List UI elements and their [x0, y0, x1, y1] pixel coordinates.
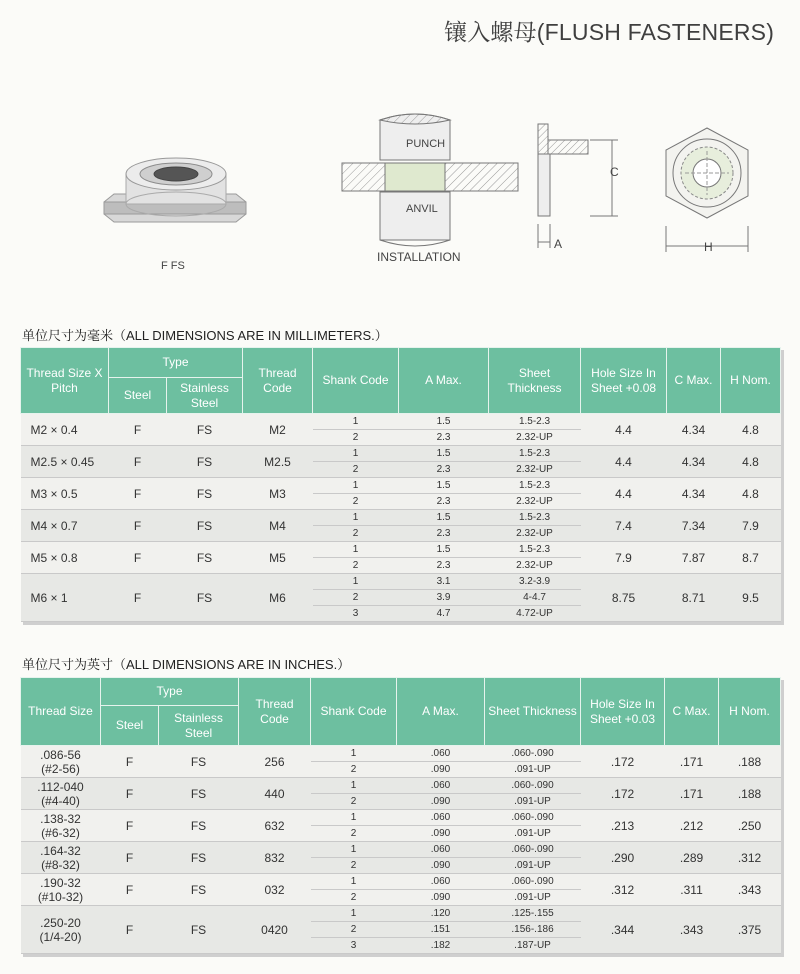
- header-thread-size: Thread Size X Pitch: [21, 348, 109, 414]
- header-c-max: C Max.: [667, 348, 721, 414]
- sheet-thickness-cell: 2.32-UP: [489, 558, 581, 574]
- header-steel: Steel: [101, 706, 159, 746]
- shank-code-cell: 3: [311, 938, 397, 954]
- thread-size-cell: M4 × 0.7: [21, 510, 109, 542]
- inch-spec-table: [20, 677, 781, 954]
- a-max-cell: 1.5: [399, 478, 489, 494]
- stainless-type-cell: FS: [167, 574, 243, 622]
- hole-size-cell: 4.4: [581, 414, 667, 446]
- shank-code-cell: 2: [313, 430, 399, 446]
- header-sheet-thickness: Sheet Thickness: [489, 348, 581, 414]
- a-max-cell: .090: [397, 794, 485, 810]
- a-max-cell: .090: [397, 890, 485, 906]
- shank-code-cell: 2: [311, 922, 397, 938]
- h-nom-cell: .250: [719, 810, 781, 842]
- steel-type-cell: F: [109, 542, 167, 574]
- sheet-thickness-cell: .091-UP: [485, 762, 581, 778]
- thread-code-cell: M6: [243, 574, 313, 622]
- thread-size-cell: [21, 778, 101, 810]
- h-nom-cell: .188: [719, 746, 781, 778]
- thread-code-cell: 256: [239, 746, 311, 778]
- thread-code-cell: 440: [239, 778, 311, 810]
- table-row: [21, 414, 781, 430]
- hole-size-cell: .213: [581, 810, 665, 842]
- metric-spec-table: [20, 347, 781, 622]
- sheet-thickness-cell: 1.5-2.3: [489, 542, 581, 558]
- c-max-cell: .289: [665, 842, 719, 874]
- a-max-cell: 2.3: [399, 430, 489, 446]
- stainless-type-cell: FS: [159, 746, 239, 778]
- a-max-cell: 1.5: [399, 510, 489, 526]
- shank-code-cell: 2: [313, 462, 399, 478]
- sheet-thickness-cell: .091-UP: [485, 890, 581, 906]
- thread-code-cell: 0420: [239, 906, 311, 954]
- sheet-thickness-cell: .060-.090: [485, 746, 581, 762]
- dimension-c-label: C: [610, 165, 619, 179]
- steel-type-cell: F: [101, 906, 159, 954]
- c-max-cell: .171: [665, 746, 719, 778]
- stainless-type-cell: FS: [159, 778, 239, 810]
- hole-size-cell: 4.4: [581, 446, 667, 478]
- shank-code-cell: 2: [311, 858, 397, 874]
- sheet-thickness-cell: .060-.090: [485, 778, 581, 794]
- thread-size-text: .138-32: [40, 811, 81, 826]
- sheet-thickness-cell: 3.2-3.9: [489, 574, 581, 590]
- thread-size-cell: [21, 810, 101, 842]
- a-max-cell: .060: [397, 810, 485, 826]
- sheet-thickness-cell: .156-.186: [485, 922, 581, 938]
- metric-heading: 单位尺寸为毫米（ALL DIMENSIONS ARE IN MILLIMETERS.）: [22, 328, 388, 343]
- shank-code-cell: 3: [313, 606, 399, 622]
- h-nom-cell: 9.5: [721, 574, 781, 622]
- thread-code-cell: M2: [243, 414, 313, 446]
- thread-size-cell: M6 × 1: [21, 574, 109, 622]
- shank-code-cell: 1: [311, 746, 397, 762]
- sheet-thickness-cell: .125-.155: [485, 906, 581, 922]
- header-a-max: A Max.: [399, 348, 489, 414]
- c-max-cell: 7.34: [667, 510, 721, 542]
- a-max-cell: .060: [397, 778, 485, 794]
- steel-type-cell: F: [101, 778, 159, 810]
- stainless-type-cell: FS: [159, 874, 239, 906]
- a-max-cell: 1.5: [399, 542, 489, 558]
- stainless-type-cell: FS: [167, 446, 243, 478]
- sheet-thickness-cell: .091-UP: [485, 826, 581, 842]
- sheet-thickness-cell: .187-UP: [485, 938, 581, 954]
- side-profile-diagram: [530, 118, 635, 258]
- dimension-a-label: A: [554, 237, 563, 251]
- sheet-thickness-cell: .060-.090: [485, 874, 581, 890]
- shank-code-cell: 1: [313, 510, 399, 526]
- steel-type-cell: F: [101, 842, 159, 874]
- shank-code-cell: 2: [313, 558, 399, 574]
- thread-size-alt-text: (#10-32): [37, 889, 84, 904]
- thread-size-alt-text: (#2-56): [41, 761, 80, 776]
- a-max-cell: .060: [397, 746, 485, 762]
- shank-code-cell: 2: [311, 794, 397, 810]
- stainless-type-cell: FS: [167, 542, 243, 574]
- dimension-h-label: H: [704, 240, 713, 254]
- header-type: Type: [101, 678, 239, 706]
- thread-code-cell: M4: [243, 510, 313, 542]
- a-max-cell: 1.5: [399, 414, 489, 430]
- thread-size-cell: [21, 874, 101, 906]
- c-max-cell: .212: [665, 810, 719, 842]
- a-max-cell: 2.3: [399, 462, 489, 478]
- sheet-thickness-cell: 1.5-2.3: [489, 446, 581, 462]
- sheet-thickness-cell: 4.72-UP: [489, 606, 581, 622]
- h-nom-cell: .188: [719, 778, 781, 810]
- steel-type-cell: F: [109, 446, 167, 478]
- shank-code-cell: 2: [313, 590, 399, 606]
- h-nom-cell: 4.8: [721, 478, 781, 510]
- sheet-thickness-cell: .091-UP: [485, 858, 581, 874]
- hole-size-cell: 7.4: [581, 510, 667, 542]
- c-max-cell: 7.87: [667, 542, 721, 574]
- table-row: [21, 446, 781, 462]
- flush-nut-illustration: [100, 150, 250, 240]
- thread-size-cell: M2.5 × 0.45: [21, 446, 109, 478]
- anvil-label: ANVIL: [406, 203, 438, 215]
- hole-size-cell: .312: [581, 874, 665, 906]
- shank-code-cell: 2: [311, 762, 397, 778]
- part-label: F FS: [161, 260, 185, 272]
- table-row: [21, 842, 781, 858]
- hole-size-cell: .344: [581, 906, 665, 954]
- table-row: [21, 510, 781, 526]
- sheet-thickness-cell: 1.5-2.3: [489, 510, 581, 526]
- header-thread-size: Thread Size: [21, 678, 101, 746]
- shank-code-cell: 1: [311, 906, 397, 922]
- hole-size-cell: 7.9: [581, 542, 667, 574]
- c-max-cell: .311: [665, 874, 719, 906]
- h-nom-cell: 4.8: [721, 446, 781, 478]
- header-h-nom: H Nom.: [721, 348, 781, 414]
- h-nom-cell: .312: [719, 842, 781, 874]
- a-max-cell: 2.3: [399, 558, 489, 574]
- h-nom-cell: 7.9: [721, 510, 781, 542]
- thread-size-cell: [21, 746, 101, 778]
- installation-diagram: [340, 108, 520, 263]
- header-thread-code: Thread Code: [243, 348, 313, 414]
- metric-table-body: [21, 414, 781, 622]
- sheet-thickness-cell: .060-.090: [485, 842, 581, 858]
- a-max-cell: .120: [397, 906, 485, 922]
- thread-size-text: .086-56: [40, 747, 81, 762]
- steel-type-cell: F: [101, 746, 159, 778]
- sheet-thickness-cell: 1.5-2.3: [489, 478, 581, 494]
- thread-code-cell: M2.5: [243, 446, 313, 478]
- stainless-type-cell: FS: [159, 842, 239, 874]
- h-nom-cell: .375: [719, 906, 781, 954]
- shank-code-cell: 1: [313, 446, 399, 462]
- thread-size-alt-text: (1/4-20): [39, 929, 82, 944]
- a-max-cell: 2.3: [399, 494, 489, 510]
- page-title: 镶入螺母(FLUSH FASTENERS): [444, 19, 775, 45]
- header-thread-code: Thread Code: [239, 678, 311, 746]
- c-max-cell: 4.34: [667, 414, 721, 446]
- thread-code-cell: 632: [239, 810, 311, 842]
- thread-code-cell: 832: [239, 842, 311, 874]
- stainless-type-cell: FS: [167, 478, 243, 510]
- thread-code-cell: 032: [239, 874, 311, 906]
- h-nom-cell: 8.7: [721, 542, 781, 574]
- header-c-max: C Max.: [665, 678, 719, 746]
- sheet-thickness-cell: 4-4.7: [489, 590, 581, 606]
- header-steel: Steel: [109, 378, 167, 414]
- shank-code-cell: 1: [311, 842, 397, 858]
- a-max-cell: .182: [397, 938, 485, 954]
- sheet-thickness-cell: .060-.090: [485, 810, 581, 826]
- steel-type-cell: F: [109, 478, 167, 510]
- c-max-cell: .343: [665, 906, 719, 954]
- table-row: [21, 778, 781, 794]
- steel-type-cell: F: [101, 874, 159, 906]
- header-shank-code: Shank Code: [313, 348, 399, 414]
- inch-table-body: [21, 746, 781, 954]
- steel-type-cell: F: [109, 574, 167, 622]
- a-max-cell: .090: [397, 858, 485, 874]
- hole-size-cell: 4.4: [581, 478, 667, 510]
- thread-code-cell: M5: [243, 542, 313, 574]
- shank-code-cell: 1: [313, 414, 399, 430]
- table-row: [21, 574, 781, 590]
- shank-code-cell: 1: [311, 810, 397, 826]
- shank-code-cell: 2: [311, 890, 397, 906]
- shank-code-cell: 1: [313, 478, 399, 494]
- punch-label: PUNCH: [406, 138, 446, 150]
- header-sheet-thickness: Sheet Thickness: [485, 678, 581, 746]
- sheet-thickness-cell: 1.5-2.3: [489, 414, 581, 430]
- header-a-max: A Max.: [397, 678, 485, 746]
- thread-size-cell: M2 × 0.4: [21, 414, 109, 446]
- hex-top-view-diagram: [655, 118, 760, 258]
- h-nom-cell: .343: [719, 874, 781, 906]
- thread-size-cell: M3 × 0.5: [21, 478, 109, 510]
- sheet-thickness-cell: 2.32-UP: [489, 430, 581, 446]
- table-row: [21, 542, 781, 558]
- sheet-thickness-cell: .091-UP: [485, 794, 581, 810]
- a-max-cell: 2.3: [399, 526, 489, 542]
- header-hole-size: Hole Size In Sheet +0.03: [581, 678, 665, 746]
- table-row: [21, 906, 781, 922]
- installation-label: INSTALLATION: [377, 250, 461, 264]
- thread-size-cell: [21, 906, 101, 954]
- header-shank-code: Shank Code: [311, 678, 397, 746]
- shank-code-cell: 2: [313, 526, 399, 542]
- table-row: [21, 478, 781, 494]
- sheet-thickness-cell: 2.32-UP: [489, 494, 581, 510]
- thread-size-alt-text: (#4-40): [41, 793, 80, 808]
- inch-heading: 单位尺寸为英寸（ALL DIMENSIONS ARE IN INCHES.）: [22, 657, 351, 672]
- a-max-cell: .090: [397, 826, 485, 842]
- thread-size-alt-text: (#6-32): [41, 825, 80, 840]
- table-row: [21, 746, 781, 762]
- c-max-cell: 4.34: [667, 446, 721, 478]
- thread-size-text: .190-32: [40, 875, 81, 890]
- thread-size-alt-text: (#8-32): [41, 857, 80, 872]
- c-max-cell: 4.34: [667, 478, 721, 510]
- shank-code-cell: 2: [313, 494, 399, 510]
- steel-type-cell: F: [101, 810, 159, 842]
- shank-code-cell: 2: [311, 826, 397, 842]
- stainless-type-cell: FS: [167, 510, 243, 542]
- shank-code-cell: 1: [311, 874, 397, 890]
- stainless-type-cell: FS: [167, 414, 243, 446]
- table-row: [21, 874, 781, 890]
- thread-size-text: .112-040: [37, 779, 84, 794]
- a-max-cell: .090: [397, 762, 485, 778]
- shank-code-cell: 1: [313, 574, 399, 590]
- stainless-type-cell: FS: [159, 810, 239, 842]
- shank-code-cell: 1: [313, 542, 399, 558]
- header-type: Type: [109, 348, 243, 378]
- a-max-cell: 3.1: [399, 574, 489, 590]
- c-max-cell: 8.71: [667, 574, 721, 622]
- stainless-type-cell: FS: [159, 906, 239, 954]
- sheet-thickness-cell: 2.32-UP: [489, 526, 581, 542]
- hole-size-cell: .172: [581, 746, 665, 778]
- header-stainless: Stainless Steel: [159, 706, 239, 746]
- a-max-cell: 1.5: [399, 446, 489, 462]
- steel-type-cell: F: [109, 414, 167, 446]
- header-h-nom: H Nom.: [719, 678, 781, 746]
- hole-size-cell: 8.75: [581, 574, 667, 622]
- hole-size-cell: .290: [581, 842, 665, 874]
- a-max-cell: .060: [397, 874, 485, 890]
- thread-size-text: .164-32: [40, 843, 81, 858]
- thread-size-cell: [21, 842, 101, 874]
- steel-type-cell: F: [109, 510, 167, 542]
- header-hole-size: Hole Size In Sheet +0.08: [581, 348, 667, 414]
- a-max-cell: .151: [397, 922, 485, 938]
- table-row: [21, 810, 781, 826]
- thread-code-cell: M3: [243, 478, 313, 510]
- shank-code-cell: 1: [311, 778, 397, 794]
- thread-size-cell: M5 × 0.8: [21, 542, 109, 574]
- hole-size-cell: .172: [581, 778, 665, 810]
- a-max-cell: .060: [397, 842, 485, 858]
- a-max-cell: 4.7: [399, 606, 489, 622]
- a-max-cell: 3.9: [399, 590, 489, 606]
- header-stainless: Stainless Steel: [167, 378, 243, 414]
- h-nom-cell: 4.8: [721, 414, 781, 446]
- sheet-thickness-cell: 2.32-UP: [489, 462, 581, 478]
- c-max-cell: .171: [665, 778, 719, 810]
- thread-size-text: .250-20: [40, 915, 81, 930]
